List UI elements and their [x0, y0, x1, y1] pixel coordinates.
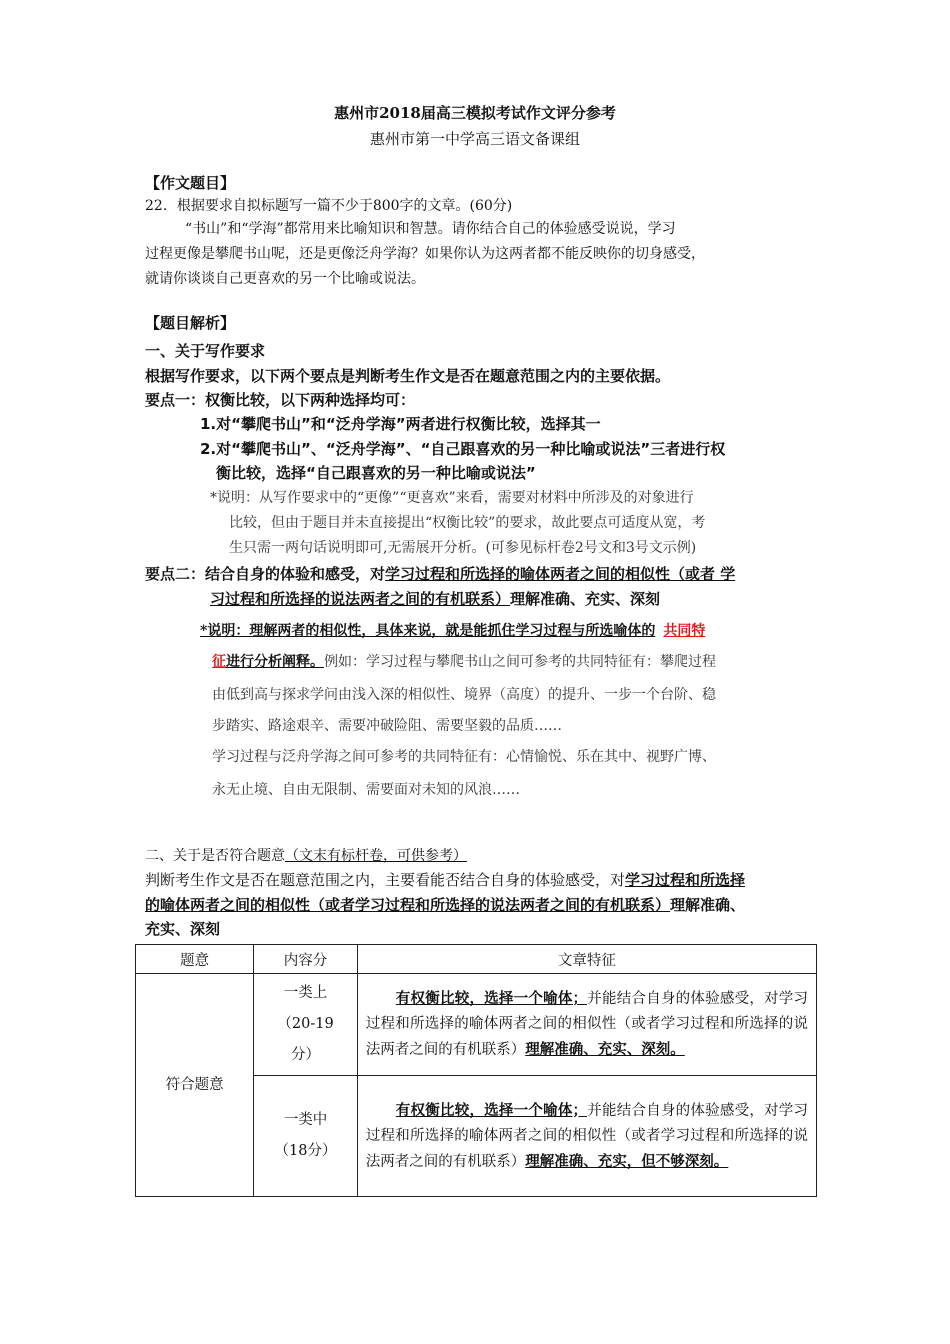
grade-score: （18分） — [274, 1143, 337, 1159]
document-title: 惠州市2018届高三模拟考试作文评分参考 — [334, 104, 616, 122]
point2-underlined-cont: 习过程和所选择的说法两者之间的有机联系） — [210, 590, 511, 608]
topic-prompt: 22．根据要求自拟标题写一篇不少于800字的文章。(60分) — [145, 198, 513, 214]
point2-note-line: 由低到高与探求学问由浅入深的相似性、境界（高度）的提升、一步一个台阶、稳 — [212, 687, 716, 703]
feature-lead: 有权衡比较，选择一个喻体； — [395, 990, 588, 1007]
grade-label: 一类上 — [283, 985, 328, 1001]
point2-note-red-2: 征 — [212, 654, 226, 670]
feature-lead: 有权衡比较，选择一个喻体； — [395, 1101, 588, 1119]
grade-score-unit: 分） — [291, 1047, 321, 1063]
section1-title: 一、关于写作要求 — [145, 342, 266, 360]
section2-paragraph — [145, 873, 745, 888]
point1-note-line: 生只需一两句话说明即可,无需展开分析。(可参见标杆卷2号文和3号文示例) — [229, 540, 697, 556]
point2-note-line: 永无止境、自由无限制、需要面对未知的风浪…… — [212, 782, 520, 798]
topic-heading: 【作文题目】 — [145, 174, 236, 192]
point1-title: 要点一：权衡比较，以下两种选择均可： — [145, 391, 416, 409]
point2-note-lead: *说明：理解两者的相似性，具体来说，就是能抓住学习过程与所选喻体的 — [200, 623, 656, 639]
grade-score: （20-19 — [277, 1016, 334, 1032]
grade-cell — [254, 974, 358, 1076]
point2-underlined: 学习过程和所选择的喻体两者之间的相似性（或者 学 — [385, 565, 736, 583]
point1-option-1: 1.对“攀爬书山”和“泛舟学海”两者进行权衡比较，选择其一 — [200, 415, 601, 433]
scoring-table — [135, 944, 817, 1197]
topic-body-line: “书山”和“学海”都常用来比喻知识和智慧。请你结合自己的体验感受说说，学习 — [185, 221, 676, 237]
point2-note-example: 例如：学习过程与攀爬书山之间可参考的共同特征有：攀爬过程 — [324, 654, 716, 670]
point2-note — [200, 624, 705, 638]
feature-end: 理解准确、充实、深刻。 — [525, 1041, 685, 1058]
section2-underlined-cont: 的喻体两者之间的相似性（或者学习过程和所选择的说法两者之间的有机联系） — [145, 896, 671, 914]
section2-title — [145, 849, 467, 863]
header-cell-score: 内容分 — [254, 945, 358, 974]
point1-note-line: 比较，但由于题目并未直接提出“权衡比较”的要求，故此要点可适度从宽，考 — [229, 515, 706, 531]
header-cell-topic: 题意 — [136, 945, 254, 974]
point2-note-line: 学习过程与泛舟学海之间可参考的共同特征有：心情愉悦、乐在其中、视野广博、 — [212, 749, 716, 765]
point2-tail: 理解准确、充实、深刻 — [510, 590, 661, 608]
point2-note-analysis: 进行分析阐释。 — [226, 654, 324, 670]
section2-title-note: （文末有标杆卷，可供参考） — [285, 848, 467, 864]
section2-underlined: 学习过程和所选择 — [625, 871, 746, 889]
section1-intro: 根据写作要求，以下两个要点是判断考生作文是否在题意范围之内的主要依据。 — [145, 367, 671, 385]
point2-text: 结合自身的体验和感受，对 — [205, 565, 386, 583]
section2-title-text: 二、关于是否符合题意 — [145, 848, 285, 864]
analysis-heading: 【题目解析】 — [145, 314, 236, 332]
feature-end: 理解准确、充实，但不够深刻。 — [525, 1152, 729, 1170]
table-row — [136, 974, 817, 1076]
feature-cell — [357, 974, 816, 1076]
table-header-row — [136, 945, 817, 974]
section2-text: 判断考生作文是否在题意范围之内，主要看能否结合自身的体验感受，对 — [145, 871, 626, 889]
group-label-cell: 符合题意 — [136, 974, 254, 1197]
grade-cell — [254, 1076, 358, 1197]
point2-note-cont — [212, 655, 716, 669]
section2-paragraph-end: 充实、深刻 — [145, 920, 221, 938]
point2-title-cont — [210, 592, 660, 607]
point1-note-line: *说明：从写作要求中的“更像”“更喜欢”来看，需要对材料中所涉及的对象进行 — [210, 490, 694, 506]
document-subtitle: 惠州市第一中学高三语文备课组 — [369, 130, 580, 148]
topic-body-line: 就请你谈谈自己更喜欢的另一个比喻或说法。 — [145, 271, 425, 287]
grade-label: 一类中 — [283, 1112, 328, 1128]
feature-text: 并能结合自身的体验感受，对学习过程和所选择的喻体两者之间的相似性（或者学习过程和所选择的说法两者之间的有机联系） — [365, 1102, 809, 1170]
section2-bold: 理解准确、 — [670, 896, 746, 914]
section2-paragraph-cont — [145, 898, 745, 913]
feature-text: 并能结合自身的体验感受，对学习过程和所选择的喻体两者之间的相似性（或者学习过程和所选择的说法两者之间的有机联系） — [365, 991, 809, 1058]
point1-option-2-cont: 衡比较，选择“自己跟喜欢的另一种比喻或说法” — [216, 464, 536, 482]
point2-title — [145, 567, 735, 582]
point1-option-2: 2.对“攀爬书山”、“泛舟学海”、“自己跟喜欢的另一种比喻或说法”三者进行权 — [200, 440, 726, 458]
feature-cell — [357, 1076, 816, 1197]
point2-note-line: 步踏实、路途艰辛、需要冲破险阻、需要坚毅的品质…… — [212, 718, 562, 734]
topic-body-line: 过程更像是攀爬书山呢，还是更像泛舟学海？如果你认为这两者都不能反映你的切身感受， — [145, 246, 705, 262]
point2-note-red: 共同特 — [663, 623, 706, 639]
header-cell-features: 文章特征 — [357, 945, 816, 974]
point2-label: 要点二： — [145, 565, 206, 583]
